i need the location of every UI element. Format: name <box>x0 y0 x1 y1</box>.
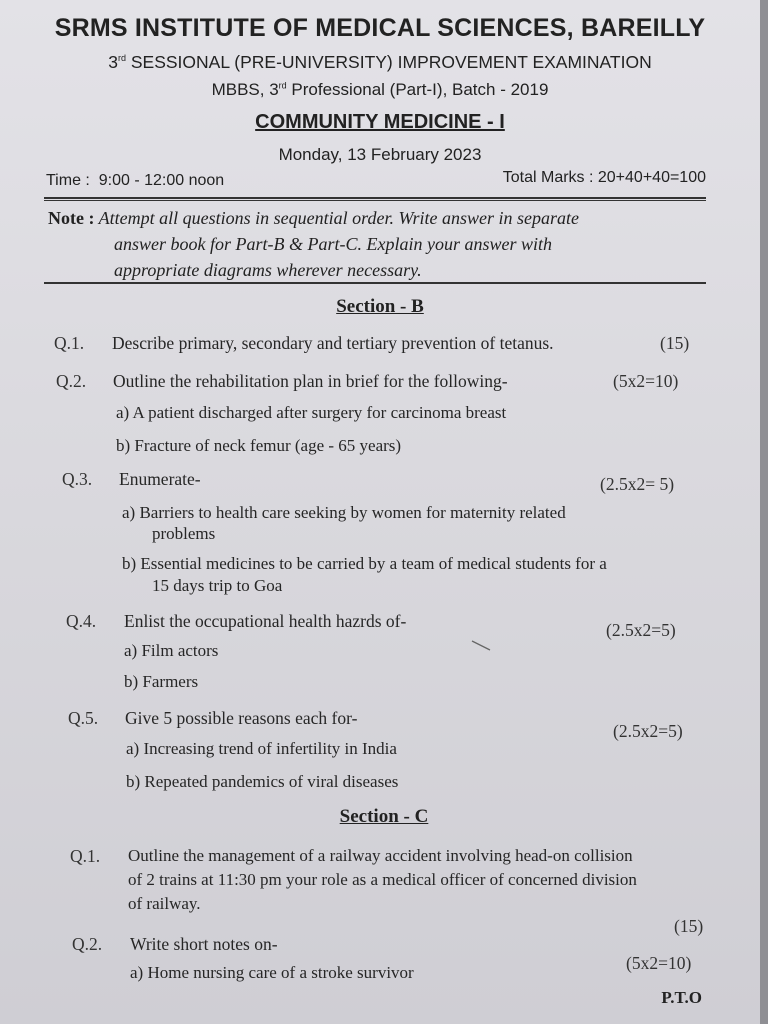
question-marks: (2.5x2=5) <box>613 721 683 741</box>
question-text: Enlist the occupational health hazrds of- <box>124 611 407 631</box>
sub-question: a) Home nursing care of a stroke survivor <box>130 963 414 982</box>
instructions-note: Note : Attempt all questions in sequential order. Write answer in separate answer book for Part-B & Part-C. Explain your answer with appropriate diagrams wherever necessary. <box>48 208 579 280</box>
sub-question: b) Farmers <box>124 672 199 691</box>
divider-top-thin <box>44 200 706 201</box>
section-b-title: Section - B <box>336 296 424 317</box>
section-c-title: Section - C <box>339 806 429 827</box>
course-batch: MBBS, 3rd Professional (Part-I), Batch - 2019 <box>211 80 549 99</box>
sub-question: b) Repeated pandemics of viral diseases <box>126 772 399 791</box>
question-text: Outline the management of a railway accident involving head-on collision <box>128 846 633 865</box>
sub-question: a) Barriers to health care seeking by women for maternity related <box>122 503 566 522</box>
sub-question: b) Essential medicines to be carried by a team of medical students for a <box>122 554 607 573</box>
question-marks: (15) <box>660 333 690 353</box>
question-text: Describe primary, secondary and tertiary prevention of tetanus. <box>112 333 554 353</box>
question-number: Q.1. <box>54 333 85 353</box>
sub-question: a) A patient discharged after surgery for carcinoma breast <box>116 403 507 422</box>
question-text: Outline the rehabilitation plan in brief for the following- <box>113 371 508 391</box>
question-marks: (5x2=10) <box>613 371 679 391</box>
sub-question: a) Increasing trend of infertility in India <box>126 739 397 758</box>
question-marks: (15) <box>674 916 704 936</box>
question-number: Q.5. <box>68 708 99 728</box>
question-marks: (5x2=10) <box>626 953 692 973</box>
sub-question: b) Fracture of neck femur (age - 65 years) <box>116 436 402 455</box>
sub-question-cont: 15 days trip to Goa <box>152 576 283 595</box>
question-text-cont: of 2 trains at 11:30 pm your role as a medical officer of concerned division <box>128 870 637 889</box>
question-text: Write short notes on- <box>130 934 278 954</box>
question-marks: (2.5x2=5) <box>606 620 676 640</box>
question-number: Q.4. <box>66 611 97 631</box>
time-info: Time : 9:00 - 12:00 noon <box>46 172 225 189</box>
divider-top <box>44 197 706 199</box>
question-number: Q.1. <box>70 846 101 866</box>
sub-question: a) Film actors <box>124 641 219 660</box>
sub-question-cont: problems <box>152 524 216 543</box>
question-text-cont: of railway. <box>128 894 201 913</box>
question-text: Give 5 possible reasons each for- <box>125 708 358 728</box>
subject-title: COMMUNITY MEDICINE - I <box>255 111 505 133</box>
pto-label: P.T.O <box>661 988 702 1007</box>
question-number: Q.2. <box>72 934 103 954</box>
question-marks: (2.5x2= 5) <box>600 474 675 494</box>
institute-name: SRMS INSTITUTE OF MEDICAL SCIENCES, BAREILLY <box>54 14 706 42</box>
exam-title: 3rd SESSIONAL (PRE-UNIVERSITY) IMPROVEMENT EXAMINATION <box>108 52 652 72</box>
question-number: Q.3. <box>62 469 93 489</box>
pen-mark <box>470 638 494 652</box>
question-number: Q.2. <box>56 371 87 391</box>
exam-date: Monday, 13 February 2023 <box>278 145 482 164</box>
divider-note <box>44 282 706 284</box>
total-marks: Total Marks : 20+40+40=100 <box>502 169 706 186</box>
question-text: Enumerate- <box>119 469 201 489</box>
